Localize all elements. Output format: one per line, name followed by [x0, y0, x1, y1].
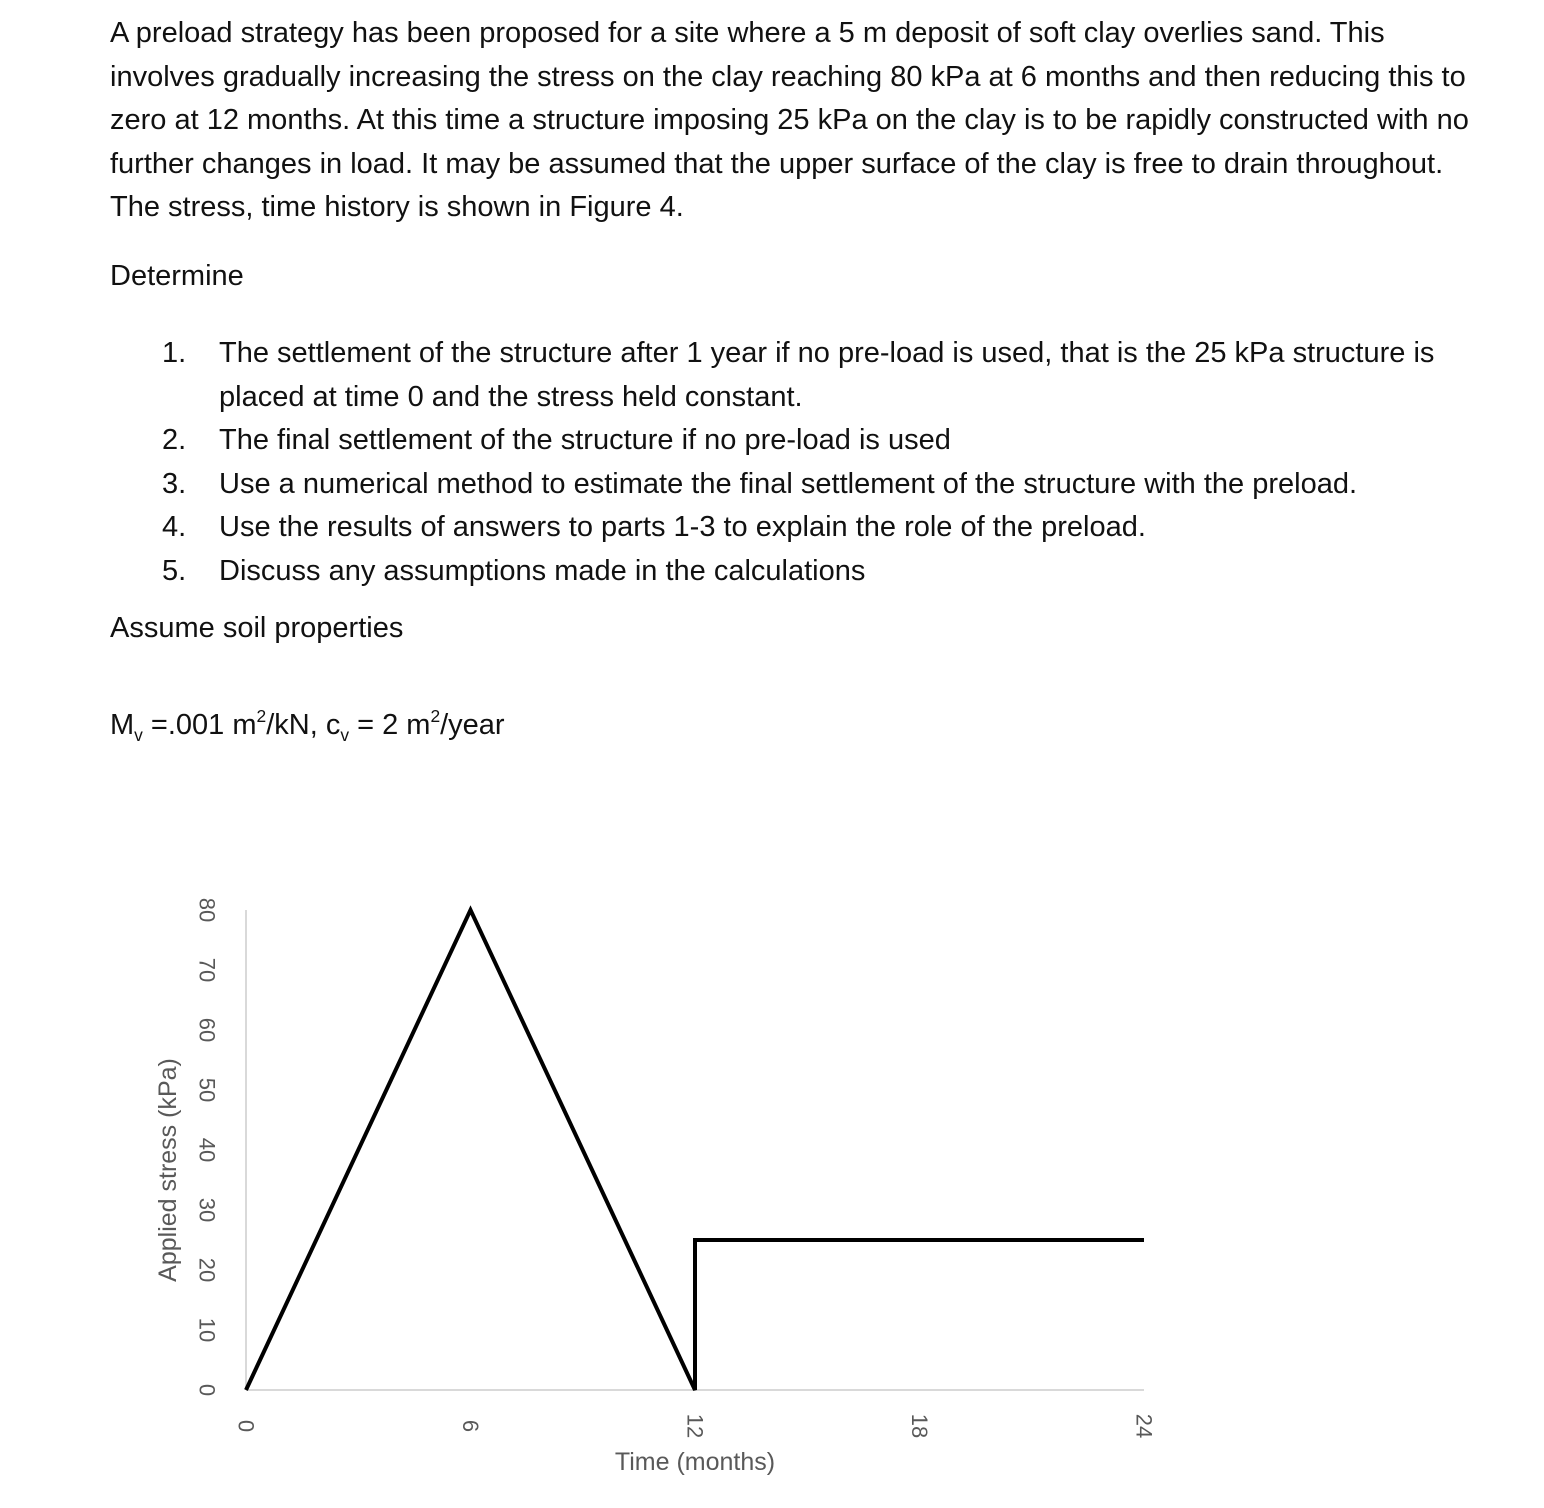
- y-tick-label: 60: [194, 1017, 220, 1043]
- question-number: 3.: [162, 467, 187, 500]
- question-text: Use a numerical method to estimate the final settlement of the structure with the preload.: [219, 467, 1358, 500]
- y-tick-label: 0: [194, 1383, 220, 1397]
- question-number: 5.: [162, 554, 187, 587]
- x-tick-label: 6: [458, 1419, 483, 1433]
- mv-symbol: M: [110, 709, 135, 741]
- question-item: [162, 332, 1452, 419]
- y-tick-label: 20: [194, 1257, 220, 1283]
- cv-unit: /year: [440, 709, 505, 741]
- y-tick-label: 10: [194, 1317, 220, 1343]
- soil-properties: [110, 705, 505, 745]
- x-tick-label: 0: [233, 1419, 259, 1433]
- assume-heading: Assume soil properties: [110, 612, 404, 644]
- question-number: 1.: [162, 337, 187, 369]
- stress-series-line: [246, 910, 1144, 1390]
- question-number: 2.: [162, 424, 187, 456]
- x-tick-label: 12: [682, 1413, 708, 1439]
- question-item: [162, 550, 1452, 594]
- mv-subscript: v: [134, 724, 143, 745]
- stress-time-chart: [0, 860, 1544, 1508]
- question-item: [162, 506, 1452, 550]
- document: [110, 12, 1470, 745]
- question-list: [162, 332, 1452, 593]
- cv-subscript: v: [340, 724, 350, 745]
- x-tick-labels: [234, 1414, 1157, 1438]
- intro-paragraph: A preload strategy has been proposed for a site where a 5 m deposit of soft clay overlies sand. This involves gradually increasing the stress on the clay reaching 80 kPa at 6 months and then reducing this to zero at 12 months. At this time a structure imposing 25 kPa on the clay is to be rapidly constructed with no further changes in load. It may be assumed that the upper surface of the clay is free to drain throughout. The stress, time history is shown in Figure 4.: [110, 17, 1469, 223]
- x-tick-label: 18: [907, 1413, 932, 1439]
- cv-value: = 2 m: [349, 709, 431, 741]
- question-number: 4.: [162, 511, 187, 543]
- mv-superscript: 2: [256, 705, 267, 726]
- x-axis-title: Time (months): [614, 1448, 776, 1476]
- y-tick-label: 30: [194, 1197, 220, 1223]
- x-tick-label: 24: [1131, 1413, 1157, 1439]
- y-tick-label: 70: [194, 957, 220, 983]
- y-axis-title: Applied stress (kPa): [154, 1058, 182, 1282]
- question-text: The settlement of the structure after 1 year if no pre-load is used, that is the 25 kPa structure is placed at time 0 and the stress held constant.: [219, 337, 1435, 413]
- y-tick-label: 40: [194, 1137, 220, 1163]
- question-text: Discuss any assumptions made in the calculations: [219, 554, 866, 587]
- y-tick-label: 80: [194, 897, 220, 923]
- y-tick-labels: [195, 898, 220, 1396]
- cv-superscript: 2: [430, 705, 441, 726]
- determine-heading: Determine: [110, 260, 244, 292]
- y-tick-label: 50: [194, 1077, 220, 1103]
- series-group: [246, 910, 1144, 1390]
- question-text: Use the results of answers to parts 1-3 to explain the role of the preload.: [219, 511, 1146, 543]
- mv-unit: /kN, c: [266, 709, 341, 741]
- mv-value: =.001 m: [142, 709, 257, 741]
- question-item: [162, 463, 1452, 507]
- question-text: The final settlement of the structure if no pre-load is used: [219, 424, 951, 456]
- question-item: [162, 419, 1452, 463]
